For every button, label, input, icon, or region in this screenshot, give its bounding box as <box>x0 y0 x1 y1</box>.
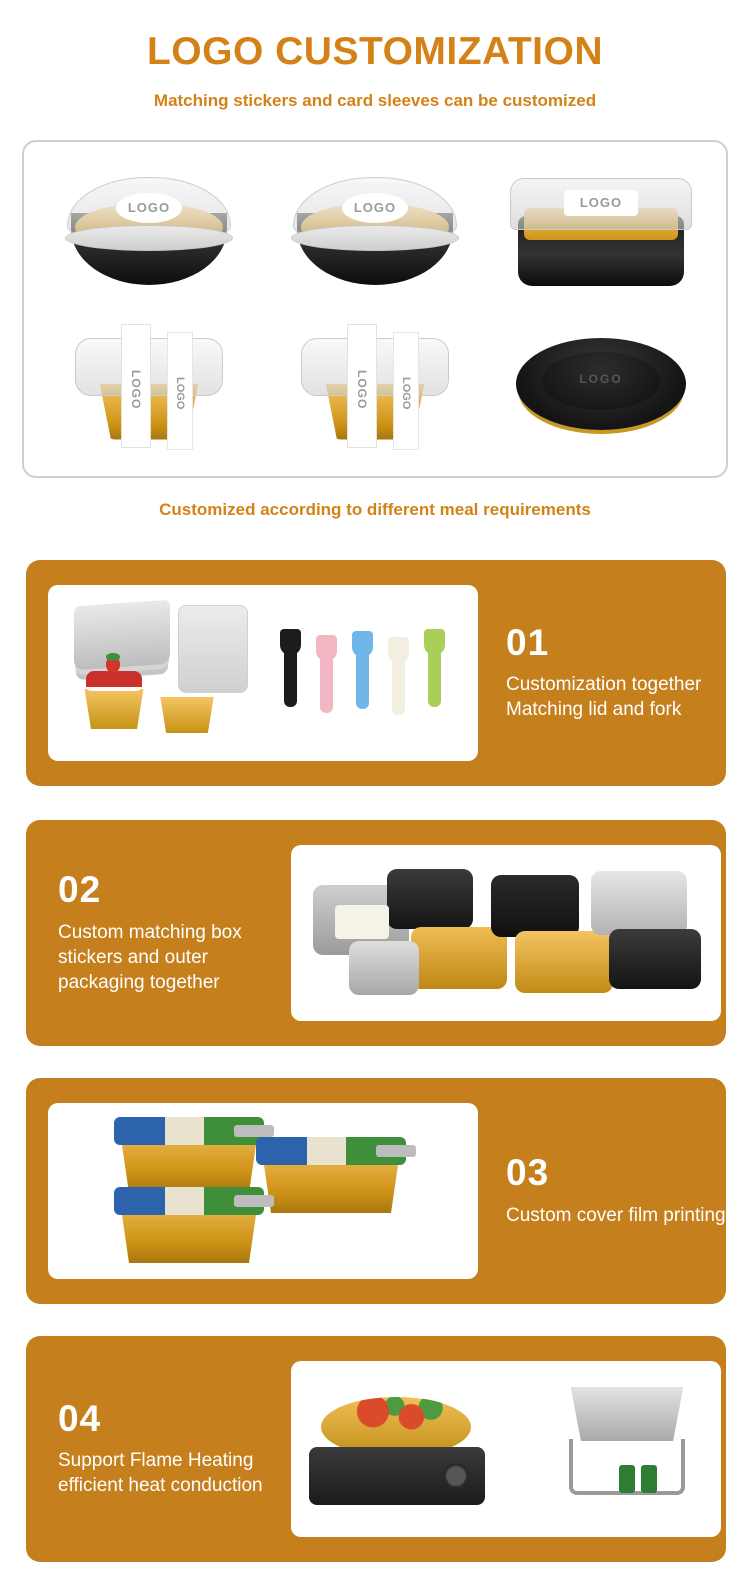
logo-label: LOGO <box>129 369 143 409</box>
feature-image-04 <box>291 1361 721 1537</box>
card-sleeve <box>121 324 151 448</box>
showcase-item-sleeve-cup-2 <box>262 309 488 464</box>
product-showcase-grid <box>36 154 714 464</box>
page-subtitle: Matching stickers and card sleeves can be customized <box>153 91 597 110</box>
logo-label: LOGO <box>116 193 182 223</box>
feature-image-02 <box>291 845 721 1021</box>
feature-text-02 <box>58 868 263 995</box>
card-sleeve-secondary <box>167 332 193 450</box>
sleeve-cup-art <box>59 322 239 452</box>
feature-card-02 <box>26 820 726 1046</box>
round-bowl-art-2 <box>289 173 461 291</box>
round-bowl-art <box>63 173 235 291</box>
logo-label: LOGO <box>355 369 369 409</box>
card-sleeve <box>347 324 377 448</box>
logo-label-secondary: LOGO <box>400 376 412 409</box>
feature-card-03 <box>26 1078 726 1304</box>
showcase-item-rect-box <box>488 154 714 309</box>
feature-description-02: Custom matching box stickers and outer packaging together <box>58 921 242 993</box>
sleeve-cup-art-2 <box>285 322 465 452</box>
black-lid-art <box>516 332 686 442</box>
feature-number-02: 02 <box>58 868 102 910</box>
feature-image-03 <box>48 1103 478 1279</box>
mid-caption: Customized according to different meal requirements <box>159 500 591 519</box>
showcase-item-sleeve-cup-1 <box>36 309 262 464</box>
page-title: LOGO CUSTOMIZATION <box>146 30 604 73</box>
showcase-item-black-lid <box>488 309 714 464</box>
logo-label: LOGO <box>564 190 638 216</box>
showcase-item-round-bowl-2 <box>262 154 488 309</box>
feature-text-04 <box>58 1397 263 1499</box>
feature-number-04: 04 <box>58 1397 102 1439</box>
feature-description-01: Customization together Matching lid and fork <box>506 674 702 721</box>
feature-card-01 <box>26 560 726 786</box>
feature-number-03: 03 <box>506 1152 550 1194</box>
product-showcase-panel <box>22 140 728 478</box>
rect-box-art <box>508 172 694 292</box>
feature-text-01 <box>506 621 726 723</box>
feature-text-03 <box>506 1154 726 1228</box>
feature-description-04: Support Flame Heating efficient heat conduction <box>58 1450 263 1497</box>
feature-description-03: Custom cover film printing <box>506 1204 726 1226</box>
feature-card-04 <box>26 1336 726 1562</box>
feature-number-01: 01 <box>506 621 550 663</box>
feature-image-01 <box>48 585 478 761</box>
showcase-item-round-bowl-1 <box>36 154 262 309</box>
logo-label: LOGO <box>579 371 623 386</box>
logo-label: LOGO <box>342 193 408 223</box>
logo-label-secondary: LOGO <box>174 376 186 409</box>
card-sleeve-secondary <box>393 332 419 450</box>
